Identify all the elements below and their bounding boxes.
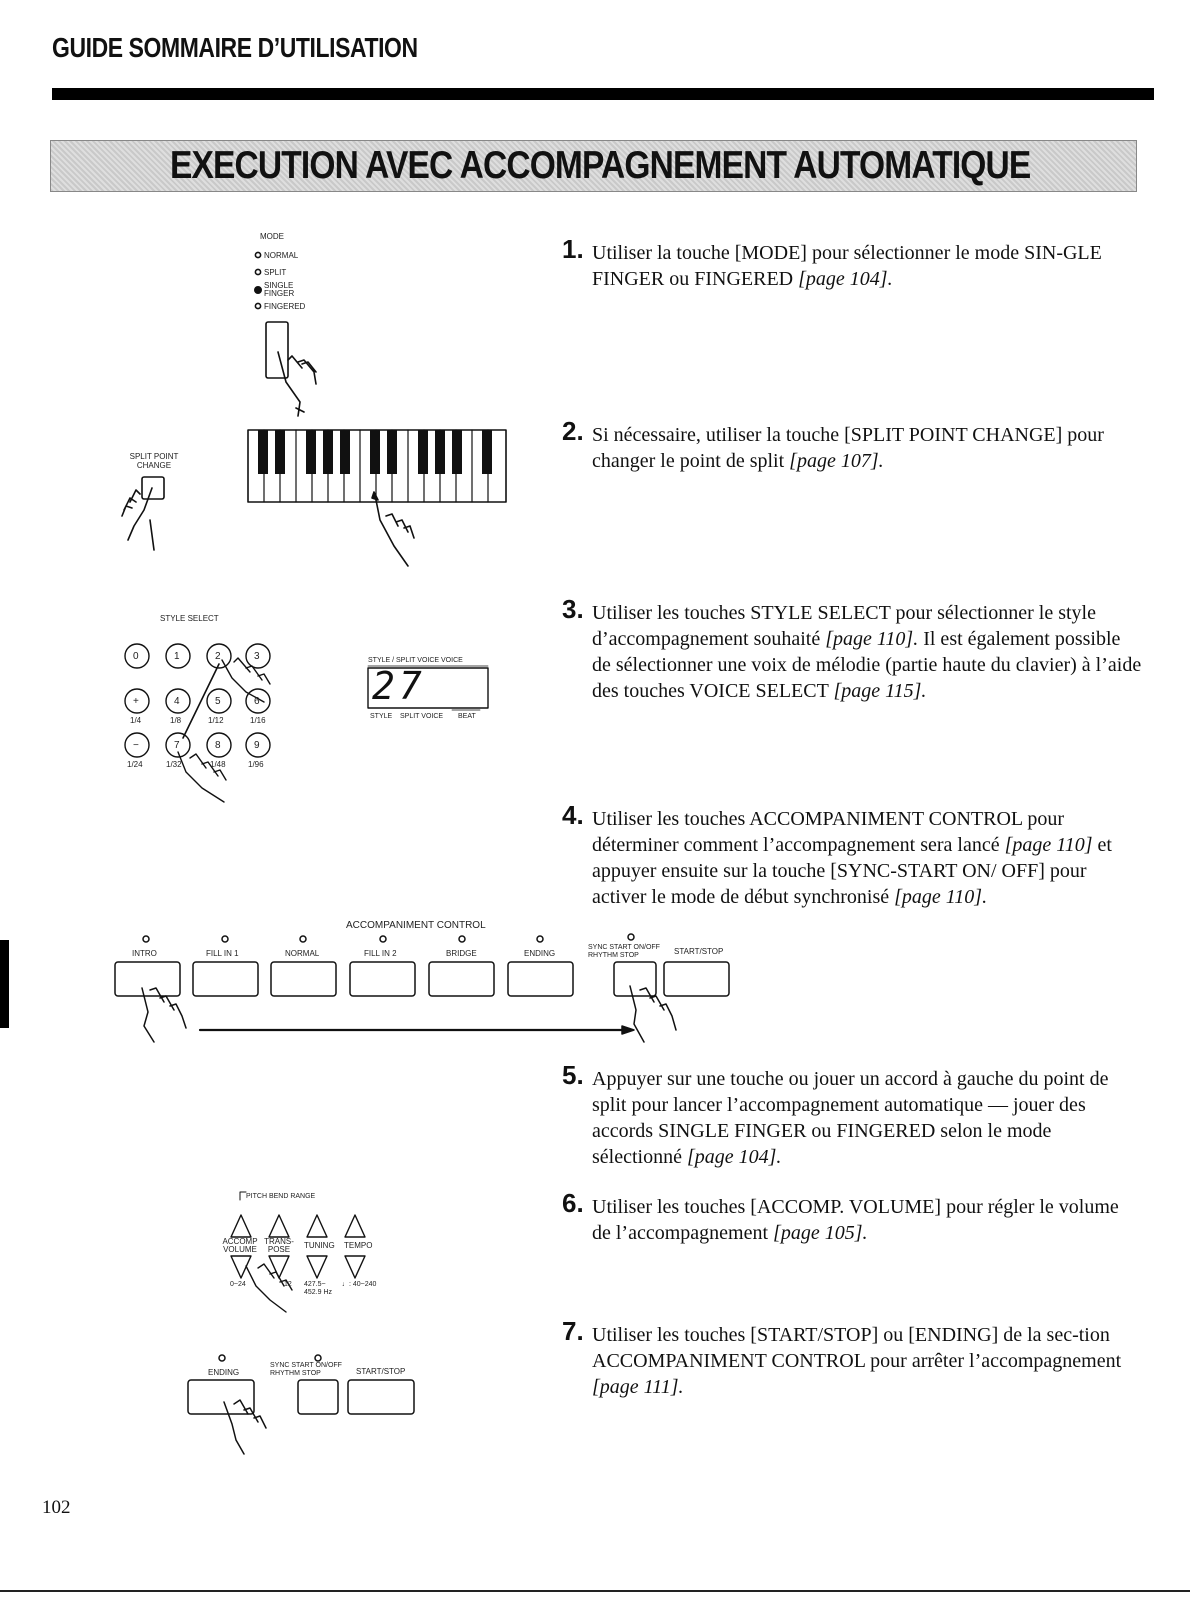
- pitch-bend-range-label: PITCH BEND RANGE: [246, 1193, 316, 1200]
- mode-option-single-finger: SINGLE FINGER: [264, 281, 295, 298]
- step-number: 6.: [562, 1188, 584, 1218]
- sync-start-label: SYNC START ON/OFF RHYTHM STOP: [588, 944, 660, 959]
- mode-led-single-finger: [255, 287, 261, 293]
- normal-label: NORMAL: [285, 949, 320, 958]
- display-top-labels: STYLE / SPLIT VOICE VOICE: [368, 657, 463, 664]
- normal-button[interactable]: [271, 962, 336, 996]
- display-label-style: STYLE: [370, 713, 393, 720]
- page-reference: [page 110].: [825, 628, 919, 650]
- style-key-9[interactable]: 9: [254, 740, 260, 751]
- pointing-hand-icon: [122, 488, 154, 550]
- margin-marker: [0, 940, 9, 1028]
- transpose-range: 12: [284, 1281, 292, 1288]
- ending-label: ENDING: [524, 949, 556, 958]
- step-text: Utiliser les touches [START/STOP] ou [ENDING] de la sec-tion ACCOMPANIMENT CONTROL pour arrêter l’accompagnement: [592, 1324, 1122, 1372]
- page-number: 102: [42, 1497, 71, 1518]
- style-key-0[interactable]: 0: [133, 651, 139, 662]
- step-text: Utiliser la touche [MODE] pour sélectionner le mode SIN-GLE FINGER ou FINGERED: [592, 242, 1102, 290]
- style-key-8[interactable]: 8: [215, 740, 221, 751]
- accomp-control-title: ACCOMPANIMENT CONTROL: [346, 920, 486, 931]
- style-select-title: STYLE SELECT: [160, 614, 219, 623]
- page-reference: [page 104].: [798, 268, 893, 290]
- selection-line: [183, 664, 219, 738]
- arrow-icon: [372, 492, 378, 500]
- step-text: Utiliser les touches ACCOMPANIMENT CONTROL pour déterminer comment l’accompagnement sera lancé: [592, 808, 1065, 856]
- mode-led-split: [255, 269, 260, 274]
- style-key-4[interactable]: 4: [174, 696, 180, 707]
- style-key-6[interactable]: 6: [254, 696, 260, 707]
- step-text: Utiliser les touches [ACCOMP. VOLUME] pour régler le volume de l’accompagnement: [592, 1196, 1119, 1244]
- banner-title: EXECUTION AVEC ACCOMPAGNEMENT AUTOMATIQUE: [170, 144, 1031, 187]
- page-reference: [page 110].: [894, 886, 988, 908]
- display-label-split-voice: SPLIT VOICE: [400, 713, 444, 720]
- step-number: 1.: [562, 234, 584, 264]
- style-key-minus[interactable]: −: [133, 740, 139, 751]
- style-key-3[interactable]: 3: [254, 651, 260, 662]
- intro-label: INTRO: [132, 949, 157, 958]
- mode-led-fingered: [255, 303, 260, 308]
- step-text: Si nécessaire, utiliser la touche [SPLIT POINT CHANGE] pour changer le point de split: [592, 424, 1104, 472]
- page-reference: [page 115].: [833, 680, 927, 702]
- sync-start-button[interactable]: [614, 962, 656, 996]
- ending-label-2: ENDING: [208, 1368, 240, 1377]
- step-number: 4.: [562, 800, 584, 830]
- tempo-range: ♩: 40~240: [342, 1281, 377, 1288]
- step-number: 2.: [562, 416, 584, 446]
- step-text-continued: et appuyer ensuite sur la touche [SYNC-START ON/ OFF] pour activer le mode de début synchronisé: [592, 834, 1112, 908]
- style-key-5[interactable]: 5: [215, 696, 221, 707]
- ending-button[interactable]: [508, 962, 573, 996]
- fill-in-1-button[interactable]: [193, 962, 258, 996]
- page-reference: [page 111].: [592, 1376, 684, 1398]
- bridge-button[interactable]: [429, 962, 494, 996]
- split-point-change-button[interactable]: [142, 477, 164, 499]
- step-text: Appuyer sur une touche ou jouer un accord à gauche du point de split pour lancer l’accompagnement automatique — jouer des accords SINGLE FINGER ou FINGERED selon le mode sélectionné: [592, 1068, 1109, 1168]
- tempo-label: TEMPO: [344, 1241, 373, 1250]
- bridge-label: BRIDGE: [446, 949, 477, 958]
- page-reference: [page 104].: [686, 1146, 782, 1168]
- style-sub-label: 1/8: [170, 716, 182, 725]
- pointing-hand-icon: [376, 500, 414, 566]
- style-sub-label: 1/16: [250, 716, 266, 725]
- ending-button-2[interactable]: [188, 1380, 254, 1414]
- display-value: 27: [372, 664, 426, 708]
- transpose-label: TRANS-POSE: [264, 1237, 294, 1254]
- volume-range: 0~24: [230, 1281, 246, 1288]
- split-panel: [122, 430, 506, 566]
- style-sub-label: 1/24: [127, 760, 143, 769]
- start-stop-button-2[interactable]: [348, 1380, 414, 1414]
- style-sub-label: 1/96: [248, 760, 264, 769]
- arrow-head-icon: [622, 1026, 634, 1034]
- fill-in-1-label: FILL IN 1: [206, 949, 239, 958]
- style-key-7[interactable]: 7: [174, 740, 180, 751]
- fill-in-2-label: FILL IN 2: [364, 949, 397, 958]
- start-stop-button[interactable]: [664, 962, 729, 996]
- style-sub-label: 1/12: [208, 716, 224, 725]
- sync-start-label-2: SYNC START ON/OFF RHYTHM STOP: [270, 1362, 342, 1377]
- mode-title: MODE: [260, 232, 284, 241]
- style-key-plus[interactable]: +: [133, 696, 139, 707]
- start-stop-label: START/STOP: [674, 947, 724, 956]
- pointing-hand-icon: [278, 352, 316, 416]
- style-sub-label: 1/48: [210, 760, 226, 769]
- bottom-rule: [0, 1590, 1190, 1592]
- split-point-change-label: SPLIT POINT CHANGE: [129, 452, 179, 470]
- intro-button[interactable]: [115, 962, 180, 996]
- tuning-range: 427.5~ 452.9 Hz: [304, 1281, 333, 1296]
- step-number: 7.: [562, 1316, 584, 1346]
- mode-option-fingered: FINGERED: [264, 302, 306, 311]
- step-number: 5.: [562, 1060, 584, 1090]
- display-label-beat: BEAT: [458, 713, 476, 720]
- style-key-1[interactable]: 1: [174, 651, 180, 662]
- mode-option-split: SPLIT: [264, 268, 287, 277]
- mode-option-normal: NORMAL: [264, 251, 299, 260]
- mode-led-normal: [255, 252, 260, 257]
- page-reference: [page 105].: [773, 1222, 868, 1244]
- tuning-label: TUNING: [304, 1241, 335, 1250]
- style-key-2[interactable]: 2: [215, 651, 221, 662]
- start-stop-label-2: START/STOP: [356, 1367, 406, 1376]
- black-keys: [258, 430, 492, 474]
- step-text-continued: Il est également possible de sélectionner une voix de mélodie (partie haute du clavier) à l’aide des touches VOICE SELECT: [592, 628, 1142, 702]
- pointing-hand-icon: [224, 1400, 266, 1454]
- accomp-volume-label: ACCOMP VOLUME: [222, 1237, 258, 1254]
- sync-start-button-2[interactable]: [298, 1380, 338, 1414]
- page-reference: [page 110]: [1004, 834, 1093, 856]
- style-sub-label: 1/4: [130, 716, 142, 725]
- step-number: 3.: [562, 594, 584, 624]
- mode-button[interactable]: [266, 322, 288, 378]
- style-select-panel: [125, 644, 270, 802]
- pointing-hand-icon: [246, 1264, 292, 1312]
- page-reference: [page 107].: [789, 450, 884, 472]
- style-sub-label: 1/32: [166, 760, 182, 769]
- fill-in-2-button[interactable]: [350, 962, 415, 996]
- pointing-hand-icon: [630, 986, 676, 1042]
- step-text: Utiliser les touches STYLE SELECT pour sélectionner le style d’accompagnement souhaité: [592, 602, 1096, 650]
- section-header-title: GUIDE SOMMAIRE D’UTILISATION: [52, 32, 418, 63]
